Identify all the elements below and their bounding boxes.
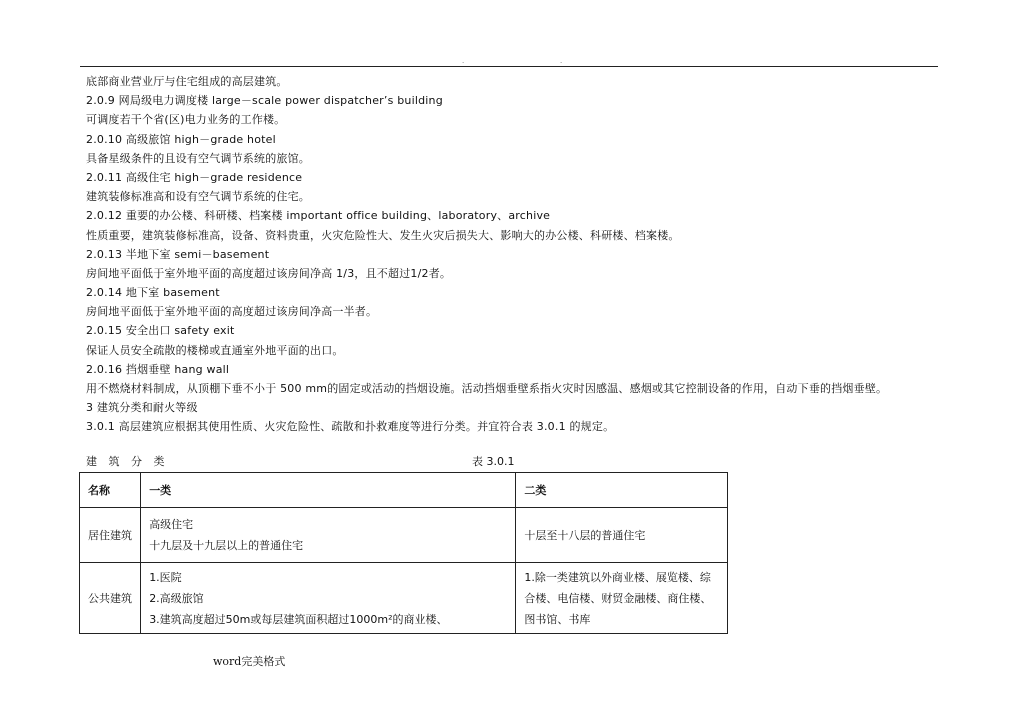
document-body (86, 72, 938, 437)
section-heading: 3 建筑分类和耐火等级 (86, 401, 198, 415)
table-caption (86, 453, 516, 469)
text-line: 建筑装修标准高和设有空气调节系统的住宅。 (86, 190, 310, 204)
table-row (80, 508, 728, 563)
definition-heading: 2.0.10 高级旅馆 high－grade hotel (86, 132, 276, 146)
definition-heading: 2.0.12 重要的办公楼、科研楼、档案楼 important office building、laboratory、archive (86, 209, 551, 223)
text-line: 3.0.1 高层建筑应根据其使用性质、火灾危险性、疏散和扑救难度等进行分类。并宜符合表 3.0.1 的规定。 (86, 420, 615, 434)
text-paragraph: 用不燃烧材料制成，从顶棚下垂不小于 500 mm的固定或活动的挡烟设施。活动挡烟垂壁系指火灾时因感温、感烟或其它控制设备的作用，自动下垂的挡烟垂壁。 (86, 382, 888, 395)
header-marks (0, 57, 1024, 65)
cell-text: 高级住宅 (149, 518, 194, 531)
cell-text: 十九层及十九层以上的普通住宅 (149, 539, 304, 552)
table-row (80, 563, 728, 634)
row-class1 (141, 563, 516, 634)
header-class1: 一类 (141, 473, 516, 508)
header-mark: . (560, 57, 563, 65)
footer-text: word完美格式 (213, 655, 286, 668)
header-mark: . (462, 57, 465, 65)
text-line: 房间地平面低于室外地平面的高度超过该房间净高一半者。 (86, 305, 378, 319)
cell-text: 十层至十八层的普通住宅 (524, 528, 646, 542)
definition-heading: 2.0.11 高级住宅 high－grade residence (86, 170, 303, 184)
header-rule (80, 66, 938, 67)
row-name: 公共建筑 (80, 563, 141, 634)
classification-table (79, 472, 728, 634)
definition-heading: 2.0.16 挡烟垂壁 hang wall (86, 362, 230, 376)
text-line: 性质重要，建筑装修标准高，设备、资料贵重，火灾危险性大、发生火灾后损失大、影响大的办公楼、科研楼、档案楼。 (86, 228, 680, 242)
table-header-row (80, 473, 728, 508)
text-line: 底部商业营业厅与住宅组成的高层建筑。 (86, 75, 288, 88)
cell-text: 2.高级旅馆 (149, 591, 204, 605)
header-class2: 二类 (516, 473, 728, 508)
row-class2 (516, 563, 728, 634)
definition-heading: 2.0.9 网局级电力调度楼 large－scale power dispatcher’s building (86, 94, 443, 108)
text-line: 可调度若干个省(区)电力业务的工作楼。 (86, 113, 286, 127)
text-line: 房间地平面低于室外地平面的高度超过该房间净高 1/3，且不超过1/2者。 (86, 266, 452, 280)
cell-text: 1.除一类建筑以外商业楼、展览楼、综合楼、电信楼、财贸金融楼、商住楼、图书馆、书库 (524, 570, 712, 626)
cell-text: 1.医院 (149, 570, 182, 584)
definition-heading: 2.0.14 地下室 basement (86, 286, 220, 300)
cell-text: 3.建筑高度超过50m或每层建筑面积超过1000m²的商业楼、 (149, 612, 448, 626)
text-line: 保证人员安全疏散的楼梯或直通室外地平面的出口。 (86, 343, 344, 357)
row-name: 居住建筑 (80, 508, 141, 563)
definition-heading: 2.0.13 半地下室 semi－basement (86, 247, 270, 261)
text-line: 具备星级条件的且设有空气调节系统的旅馆。 (86, 151, 310, 165)
row-class2 (516, 508, 728, 563)
header-name: 名称 (80, 473, 141, 508)
table-title: 建 筑 分 类 (86, 455, 169, 468)
definition-heading: 2.0.15 安全出口 safety exit (86, 324, 235, 338)
row-class1 (141, 508, 516, 563)
table-number: 表 3.0.1 (472, 455, 515, 468)
